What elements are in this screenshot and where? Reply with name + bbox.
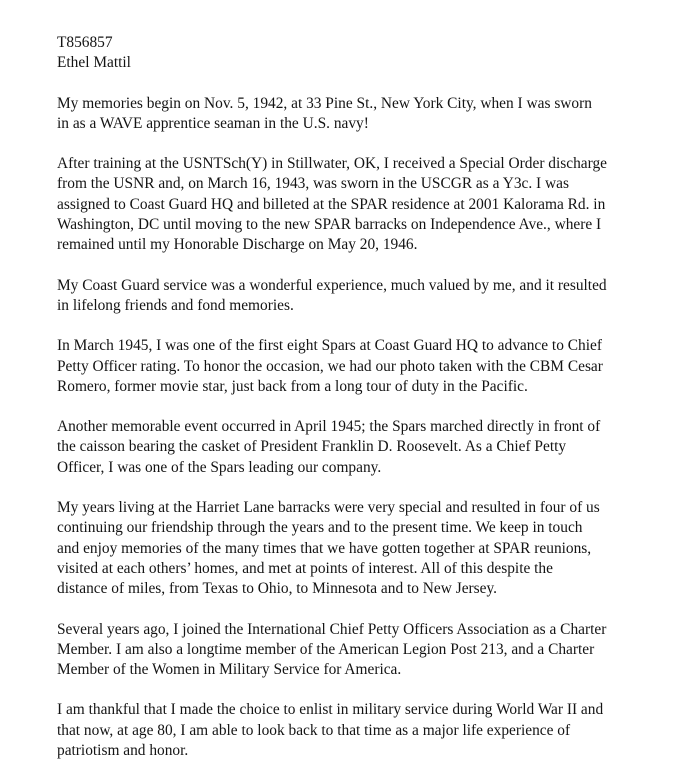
- paragraph-2: [57, 154, 687, 255]
- paragraph-4: [57, 336, 687, 397]
- paragraph-spacer: [57, 316, 687, 336]
- paragraph-spacer: [57, 397, 687, 417]
- letter-body: [57, 94, 687, 761]
- paragraph-line: and enjoy memories of the many times that we have gotten together at SPAR reunions,: [57, 539, 592, 557]
- paragraph-line: Romero, former movie star, just back from a long tour of duty in the Pacific.: [57, 377, 528, 395]
- paragraph-spacer: [57, 478, 687, 498]
- paragraph-line: patriotism and honor.: [57, 742, 189, 760]
- paragraph-8: [57, 700, 687, 761]
- paragraph-spacer: [57, 256, 687, 276]
- paragraph-line: Member of the Women in Military Service for America.: [57, 661, 402, 679]
- paragraph-line: Several years ago, I joined the International Chief Petty Officers Association as a Charter: [57, 620, 607, 638]
- paragraph-line: remained until my Honorable Discharge on May 20, 1946.: [57, 236, 418, 254]
- paragraph-line: My memories begin on Nov. 5, 1942, at 33 Pine St., New York City, when I was sworn: [57, 94, 592, 112]
- paragraph-line: I am thankful that I made the choice to enlist in military service during World War II and: [57, 701, 604, 719]
- paragraph-line: assigned to Coast Guard HQ and billeted at the SPAR residence at 2001 Kalorama Rd. in: [57, 195, 606, 213]
- paragraph-3: [57, 276, 687, 317]
- paragraph-line: Petty Officer rating. To honor the occasion, we had our photo taken with the CBM Cesar: [57, 357, 603, 375]
- document-page: [57, 33, 687, 761]
- paragraph-line: Officer, I was one of the Spars leading our company.: [57, 458, 382, 476]
- spacer: [57, 74, 687, 94]
- paragraph-1: [57, 94, 687, 135]
- paragraph-line: from the USNR and, on March 16, 1943, was sworn in the USCGR as a Y3c. I was: [57, 175, 569, 193]
- paragraph-line: that now, at age 80, I am able to look back to that time as a major life experience of: [57, 721, 571, 739]
- paragraph-line: the caisson bearing the casket of President Franklin D. Roosevelt. As a Chief Petty: [57, 438, 567, 456]
- paragraph-line: Washington, DC until moving to the new SPAR barracks on Independence Ave., where I: [57, 216, 602, 234]
- document-id: T856857: [57, 34, 113, 51]
- paragraph-line: in lifelong friends and fond memories.: [57, 296, 294, 314]
- paragraph-line: My Coast Guard service was a wonderful experience, much valued by me, and it resulted: [57, 276, 607, 294]
- paragraph-line: visited at each others’ homes, and met at points of interest. All of this despite the: [57, 559, 553, 577]
- paragraph-line: After training at the USNTSch(Y) in Stillwater, OK, I received a Special Order discharge: [57, 155, 607, 173]
- paragraph-spacer: [57, 134, 687, 154]
- paragraph-spacer: [57, 600, 687, 620]
- paragraph-line: continuing our friendship through the years and to the present time. We keep in touch: [57, 519, 583, 537]
- author-name: Ethel Mattil: [57, 54, 131, 72]
- paragraph-line: In March 1945, I was one of the first eight Spars at Coast Guard HQ to advance to Chief: [57, 337, 602, 355]
- paragraph-line: Another memorable event occurred in April 1945; the Spars marched directly in front of: [57, 418, 601, 436]
- paragraph-line: My years living at the Harriet Lane barracks were very special and resulted in four of us: [57, 499, 600, 517]
- paragraph-7: [57, 620, 687, 681]
- paragraph-spacer: [57, 680, 687, 700]
- paragraph-6: [57, 498, 687, 599]
- paragraph-line: Member. I am also a longtime member of the American Legion Post 213, and a Charter: [57, 640, 595, 658]
- paragraph-5: [57, 417, 687, 478]
- paragraph-line: distance of miles, from Texas to Ohio, to Minnesota and to New Jersey.: [57, 580, 498, 598]
- paragraph-line: in as a WAVE apprentice seaman in the U.S. navy!: [57, 114, 369, 132]
